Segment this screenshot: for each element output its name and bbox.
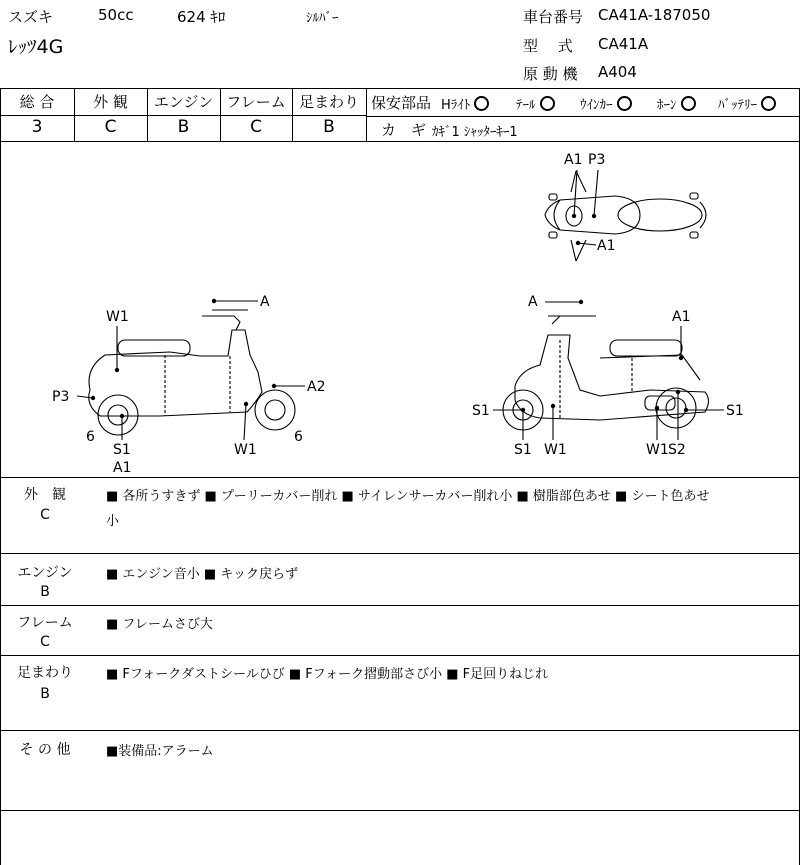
diagram-label: P3 <box>52 389 70 405</box>
note-label-engine: エンジン <box>17 565 73 581</box>
ok-circle-icon <box>540 96 555 111</box>
key-label: カ ギ <box>381 121 427 139</box>
diagram-label: A <box>260 294 270 310</box>
diagram-label: A1 <box>113 460 132 476</box>
diagram-label: S2 <box>668 442 686 458</box>
key-value: ｶｷﾞ1 ｼｬｯﾀｰｷｰ1 <box>432 125 518 140</box>
safety-item-label: ｳｲﾝｶｰ <box>580 98 613 113</box>
note-label-exterior: 外 観 <box>24 487 66 503</box>
diagram-label: A1 <box>564 152 583 168</box>
grade-header-engine: エンジン <box>153 93 214 111</box>
diagram-label: W1 <box>544 442 567 458</box>
ok-circle-icon <box>681 96 696 111</box>
diagram-label: W1 <box>106 309 129 325</box>
grade-value-engine: B <box>177 117 190 137</box>
safety-item-label: ﾎｰﾝ <box>657 98 677 113</box>
safety-item-tail <box>516 94 555 113</box>
grade-value-overall: 3 <box>31 117 43 137</box>
diagram-label: A1 <box>672 309 691 325</box>
type-label: 型 式 <box>523 37 573 55</box>
diagram-label: W1 <box>646 442 669 458</box>
diagram-label: S1 <box>726 403 744 419</box>
note-grade-exterior: C <box>40 507 50 523</box>
ok-circle-icon <box>617 96 632 111</box>
mileage: 624 ｷﾛ <box>177 8 226 26</box>
grade-header-frame: フレーム <box>226 93 286 111</box>
diagram-label: S1 <box>113 442 131 458</box>
diagram-label: A2 <box>307 379 326 395</box>
grade-header-exterior: 外 観 <box>93 93 128 111</box>
frame-no: CA41A-187050 <box>598 6 711 24</box>
diagram-label: A1 <box>597 238 616 254</box>
note-label-suspension: 足まわり <box>17 665 73 681</box>
note-grade-engine: B <box>40 584 50 600</box>
diagram-label: S1 <box>514 442 532 458</box>
scooter-right-view <box>503 316 709 430</box>
displacement: 50cc <box>98 6 134 24</box>
maker: スズキ <box>8 8 54 26</box>
note-grade-suspension: B <box>40 686 50 702</box>
note-text-engine: ■ エンジン音小 ■ キック戻らず <box>106 567 299 582</box>
note-text-other: ■装備品:アラーム <box>106 744 214 759</box>
note-label-frame: フレーム <box>17 615 73 631</box>
diagram-label: A <box>528 294 538 310</box>
scooter-top-view <box>545 171 706 261</box>
safety-label: 保安部品 <box>371 94 432 112</box>
engine-label: 原 動 機 <box>523 65 578 83</box>
diagram-label: 6 <box>294 429 303 445</box>
engine-value: A404 <box>598 63 637 81</box>
safety-item-headlight <box>441 94 489 113</box>
note-text-exterior: ■ 各所うすきず ■ プーリーカバー削れ ■ サイレンサーカバー削れ小 ■ 樹脂部色あせ ■ シート色あせ <box>106 489 710 504</box>
color: ｼﾙﾊﾞｰ <box>306 11 339 26</box>
note-text-suspension: ■ Fフォークダストシールひび ■ Fフォーク摺動部さび小 ■ F足回りねじれ <box>106 667 549 682</box>
safety-item-label: Hﾗｲﾄ <box>441 98 471 113</box>
diagram-label: S1 <box>472 403 490 419</box>
safety-item-battery <box>718 94 776 113</box>
safety-item-label: ﾊﾞｯﾃﾘｰ <box>718 98 757 113</box>
note-label-other: そ の 他 <box>19 742 71 758</box>
safety-item-winker <box>580 94 632 113</box>
ok-circle-icon <box>474 96 489 111</box>
grade-value-exterior: C <box>104 117 117 137</box>
note-grade-frame: C <box>40 634 50 650</box>
note-text-frame: ■ フレームさび大 <box>106 617 213 632</box>
safety-item-horn <box>657 94 696 113</box>
grade-header-suspension: 足まわり <box>298 93 359 111</box>
diagram-label: 6 <box>86 429 95 445</box>
diagram-label: W1 <box>234 442 257 458</box>
grade-value-suspension: B <box>323 117 335 137</box>
grade-header-overall: 総 合 <box>19 93 55 111</box>
note-text-exterior-cont: 小 <box>106 514 120 529</box>
scooter-left-view <box>89 310 295 435</box>
safety-item-label: ﾃｰﾙ <box>516 98 536 113</box>
type-value: CA41A <box>598 35 649 53</box>
grade-value-frame: C <box>250 117 262 137</box>
diagram-label: P3 <box>588 152 606 168</box>
frame-no-label: 車台番号 <box>523 8 584 26</box>
model-name: ﾚｯﾂ4G <box>8 36 64 58</box>
ok-circle-icon <box>761 96 776 111</box>
